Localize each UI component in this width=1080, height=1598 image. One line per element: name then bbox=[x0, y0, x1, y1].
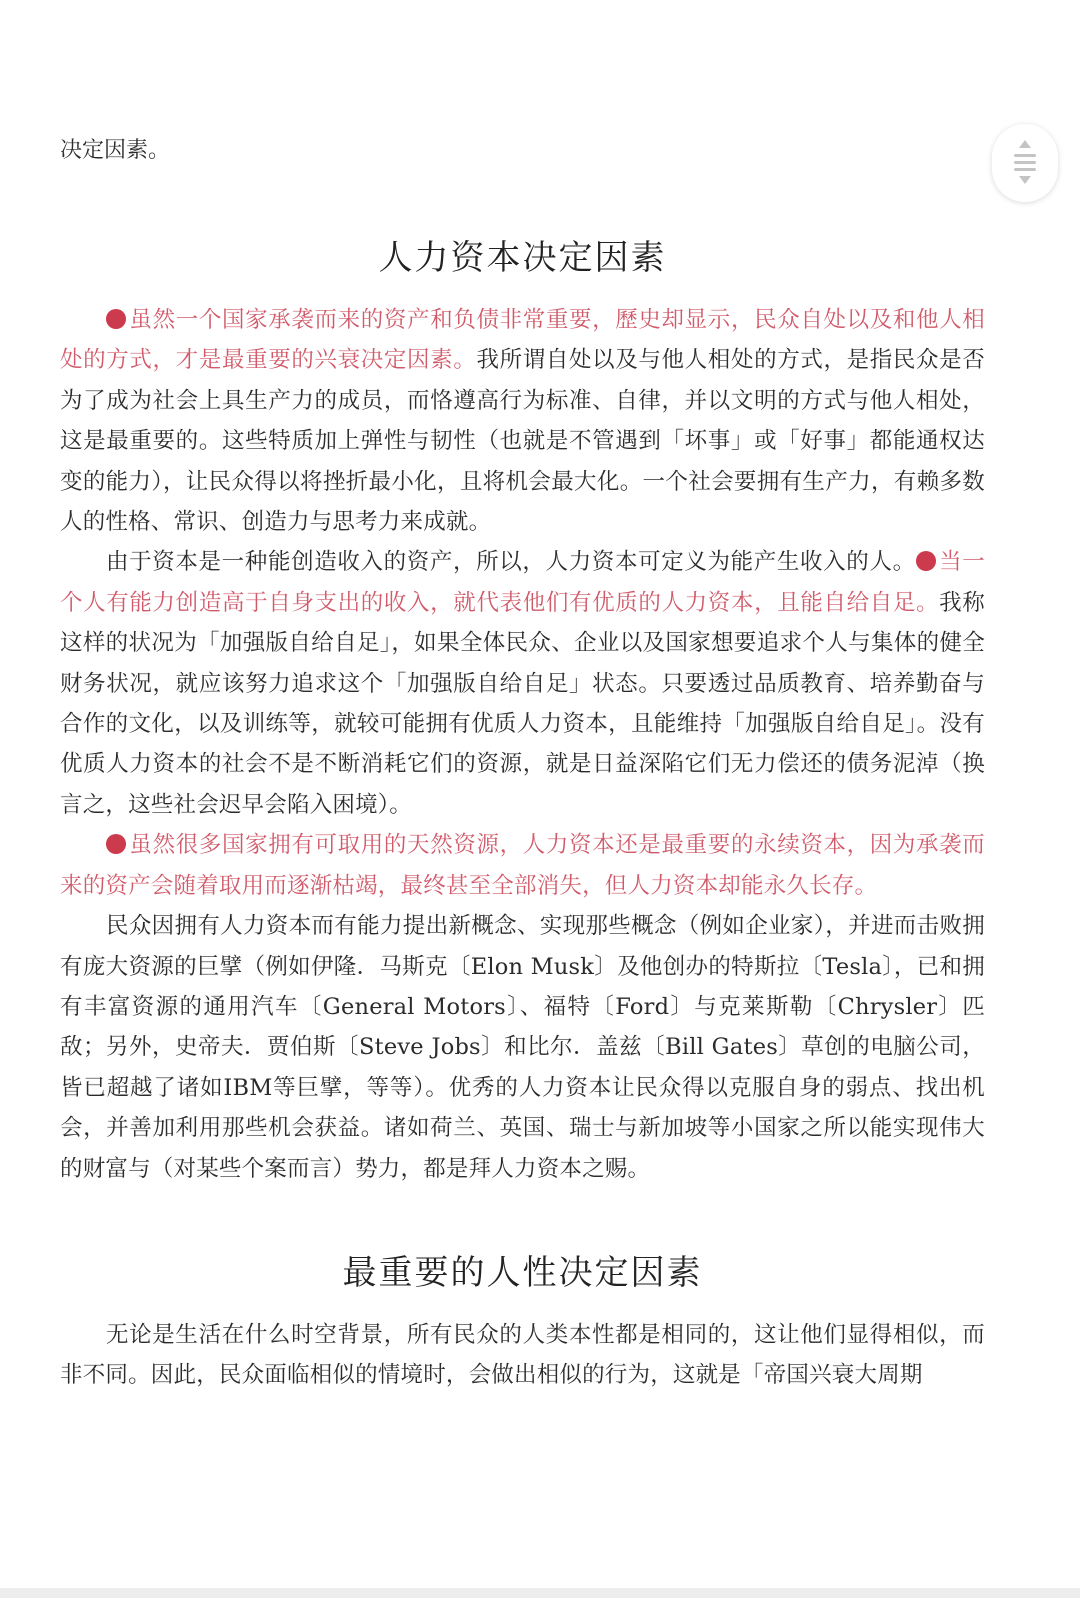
section-title-human-nature: 最重要的人性决定因素 bbox=[342, 1253, 703, 1293]
bottom-bar bbox=[0, 1588, 1080, 1598]
paragraph bbox=[60, 1315, 985, 1396]
body-text: 我称这样的状况为「加强版自给自足」，如果全体民众、企业以及国家想要追求个人与集体的健全财务状况，就应该努力追求这个「加强版自给自足」状态。只要透过品质教育、培养勤奋与合作的文化，以及训练等，就较可能拥有优质人力资本，且能维持「加强版自给自足」。没有优质人力资本的社会不是不断消耗它们的资源，就是日益深陷它们无力偿还的债务泥淖（换言之，这些社会迟早会陷入困境）。 bbox=[60, 589, 985, 818]
highlighted-text: 虽然很多国家拥有可取用的天然资源，人力资本还是最重要的永续资本，因为承袭而来的资产会随着取用而逐渐枯竭，最终甚至全部消失，但人力资本却能永久长存。 bbox=[60, 832, 985, 899]
paragraph bbox=[60, 825, 985, 906]
scroll-handle-icon bbox=[1011, 138, 1039, 188]
paragraph bbox=[60, 300, 985, 542]
section-human-nature bbox=[60, 1315, 985, 1396]
section-title-human-capital: 人力资本决定因素 bbox=[378, 238, 667, 278]
paragraph bbox=[60, 906, 985, 1189]
highlighted-text: 当一个人有能力创造高于自身支出的收入，就代表他们有优质的人力资本，且能自给自足。 bbox=[60, 549, 985, 616]
highlighted-text: 虽然一个国家承袭而来的资产和负债非常重要，歷史却显示，民众自处以及和他人相处的方式，才是最重要的兴衰决定因素。 bbox=[60, 307, 985, 374]
body-text: 民众因拥有人力资本而有能力提出新概念、实现那些概念（例如企业家），并进而击败拥有庞大资源的巨擘（例如伊隆．马斯克〔Elon Musk〕及他创办的特斯拉〔Tesla〕，已和拥有丰富资源的通用汽车〔General Motors〕、福特〔Ford〕与克莱斯勒〔Chrysler〕匹敌；另外，史帝夫．贾伯斯〔Steve Jobs〕和比尔．盖兹〔Bill Gates〕草创的电脑公司，皆已超越了诸如IBM等巨擘，等等）。优秀的人力资本让民众得以克服自身的弱点、找出机会，并善加利用那些机会获益。诸如荷兰、英国、瑞士与新加坡等小国家之所以能实现伟大的财富与（对某些个案而言）势力，都是拜人力资本之赐。 bbox=[60, 913, 985, 1182]
scroll-handle-button[interactable] bbox=[992, 124, 1058, 202]
lead-text: 决定因素。 bbox=[60, 138, 171, 163]
red-dot-icon bbox=[106, 834, 126, 854]
section-human-capital bbox=[60, 300, 985, 1189]
body-text: 我所谓自处以及与他人相处的方式，是指民众是否为了成为社会上具生产力的成员，而恪遵高行为标准、自律，并以文明的方式与他人相处，这是最重要的。这些特质加上弹性与韧性（也就是不管遇到「坏事」或「好事」都能通权达变的能力），让民众得以将挫折最小化，且将机会最大化。一个社会要拥有生产力，有赖多数人的性格、常识、创造力与思考力来成就。 bbox=[60, 347, 985, 536]
body-text: 由于资本是一种能创造收入的资产，所以，人力资本可定义为能产生收入的人。 bbox=[106, 549, 916, 576]
paragraph bbox=[60, 542, 985, 825]
red-dot-icon bbox=[916, 551, 936, 571]
red-dot-icon bbox=[106, 309, 126, 329]
body-text: 无论是生活在什么时空背景，所有民众的人类本性都是相同的，这让他们显得相似，而非不同。因此，民众面临相似的情境时，会做出相似的行为，这就是「帝国兴衰大周期 bbox=[60, 1322, 985, 1389]
